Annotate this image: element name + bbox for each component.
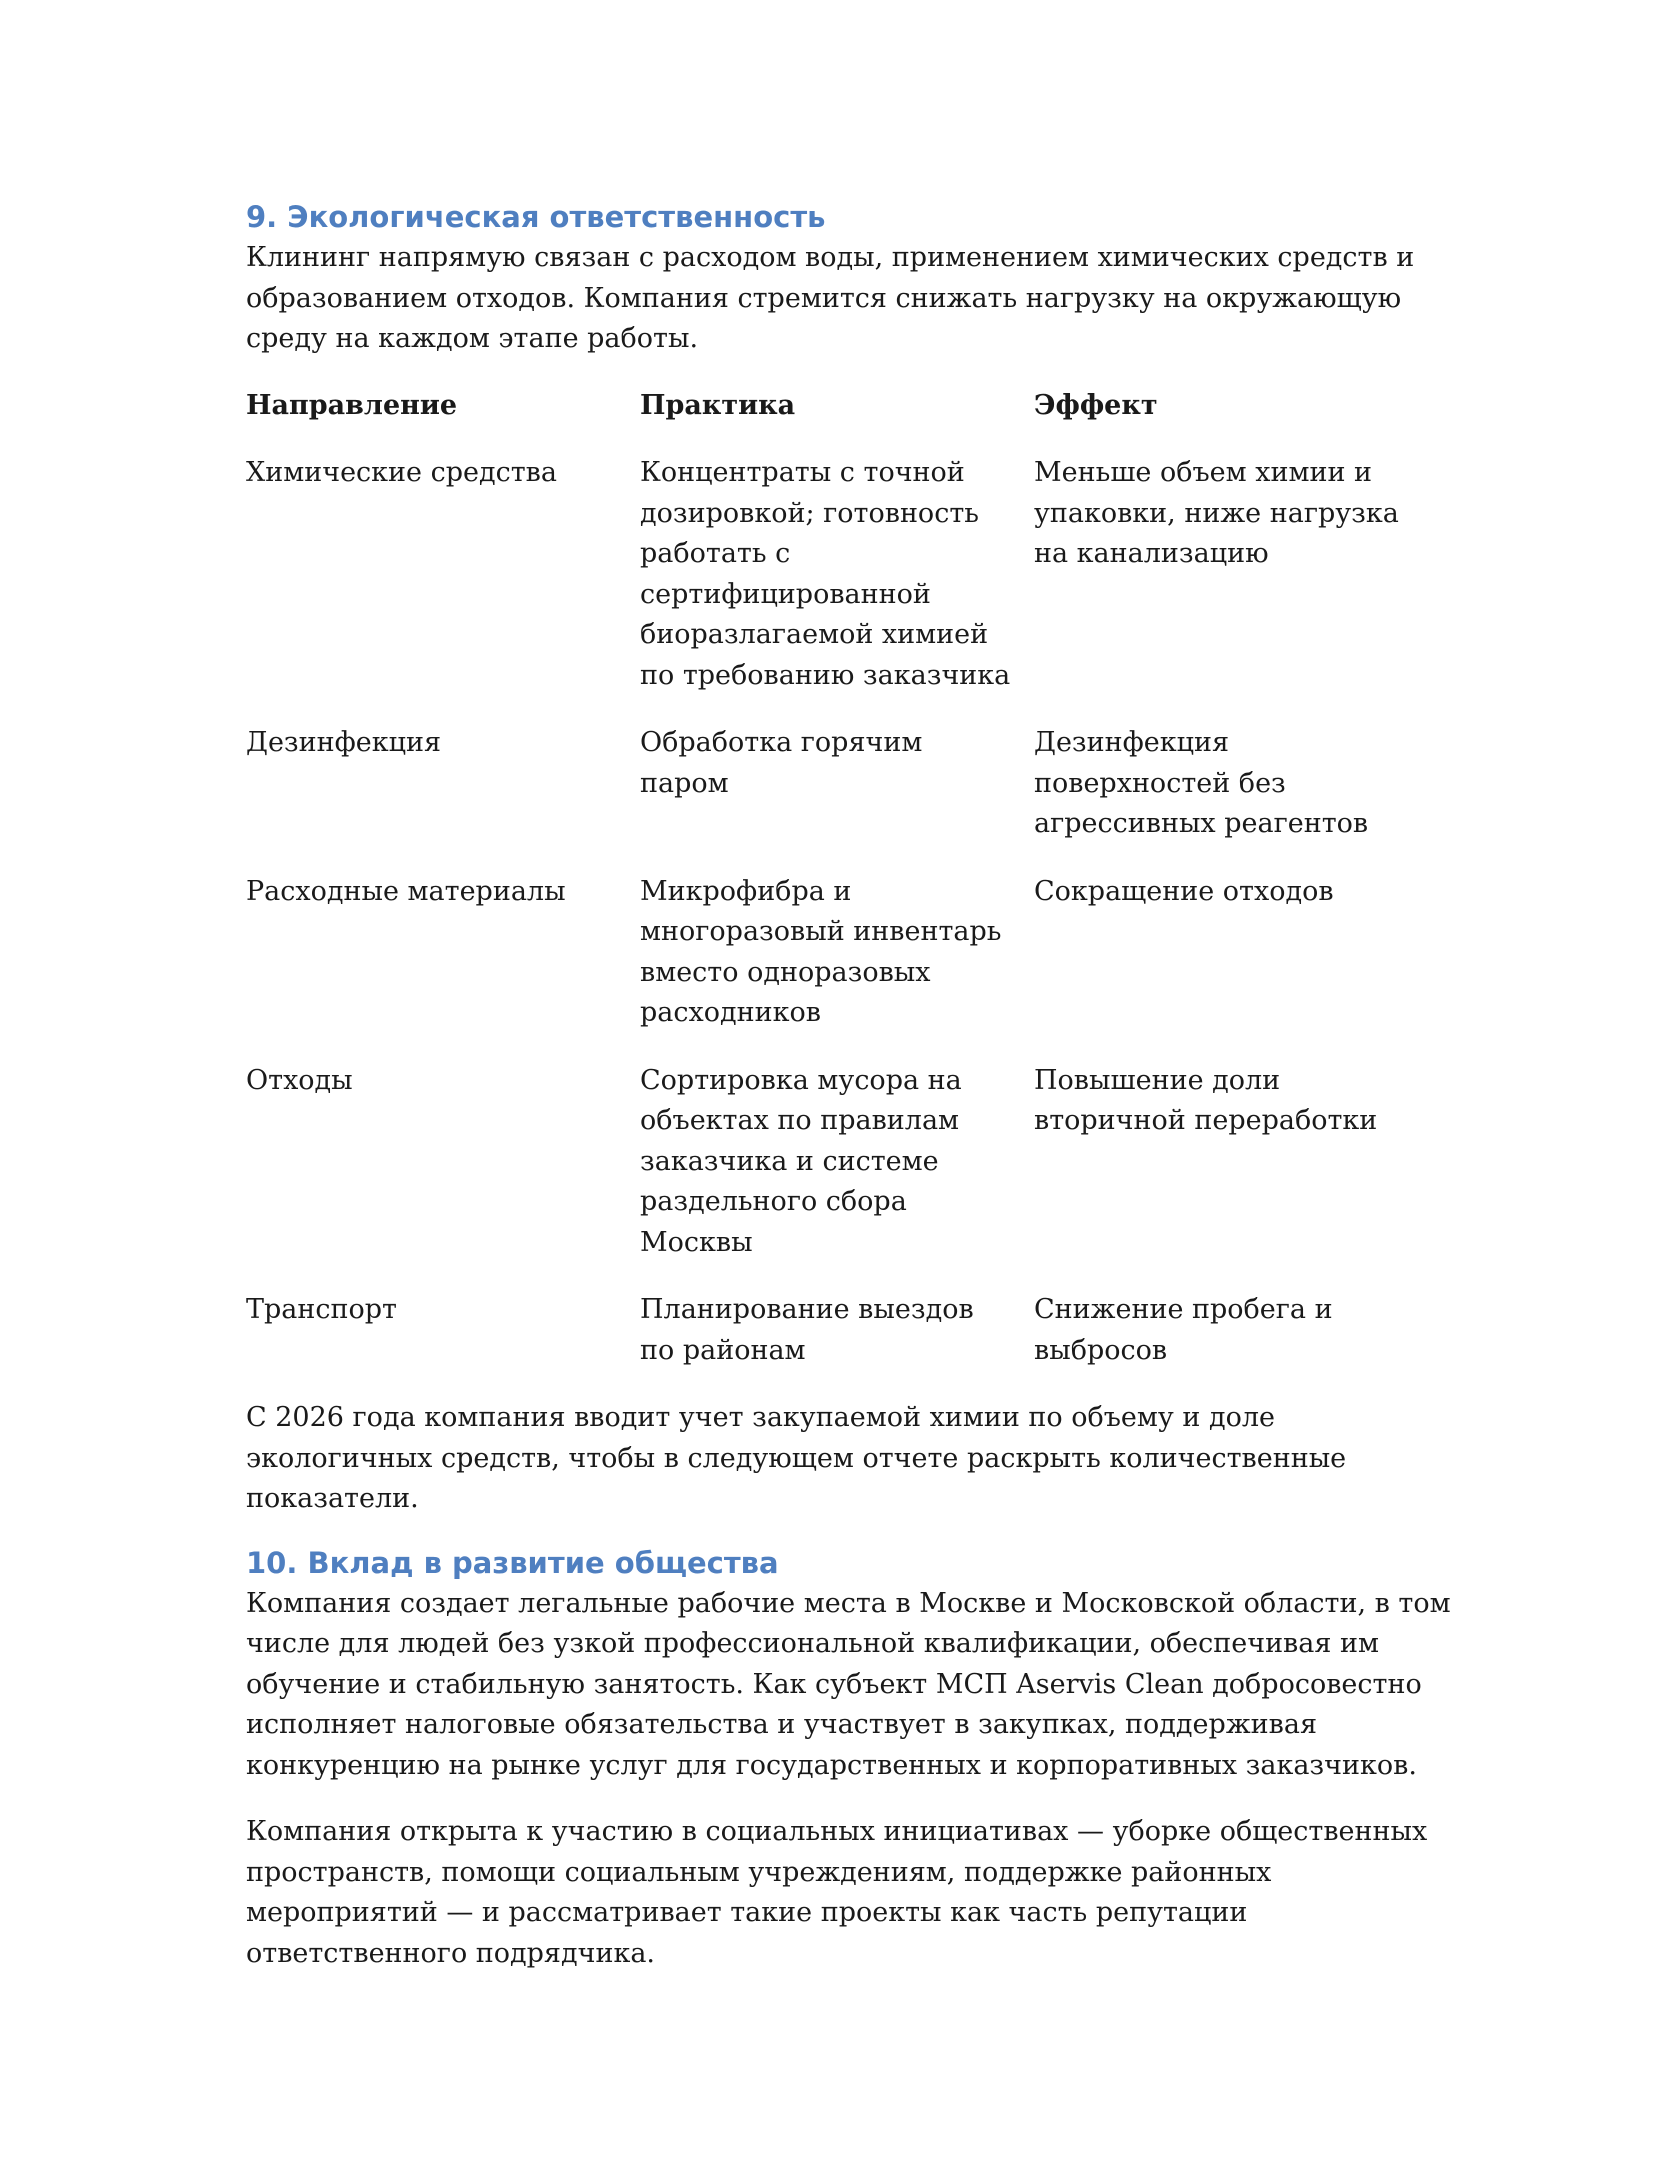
table-row: [246, 1290, 1426, 1398]
cell-text: Планирование выездов по районам: [640, 1294, 974, 1366]
cell-text: Отходы: [246, 1064, 353, 1096]
cell-text: Снижение пробега и выбросов: [1034, 1294, 1333, 1366]
table-cell-effect: [1034, 872, 1426, 1061]
section-10-paragraph-2: Компания открыта к участию в социальных инициативах — уборке общественных пространств, помощи социальным учреждениям, поддержке районных мероприятий — и рассматривает такие проекты как часть репутации ответственного подрядчика.: [246, 1816, 1428, 1969]
table-cell-practice: [640, 1290, 1034, 1398]
table-cell-practice: [640, 1061, 1034, 1291]
header-practice: Практика: [640, 389, 796, 421]
cell-text: Сортировка мусора на объектах по правилам заказчика и системе раздельного сбора Москвы: [640, 1064, 962, 1258]
cell-text: Повышение доли вторичной переработки: [1034, 1064, 1378, 1136]
table-cell-practice: [640, 453, 1034, 723]
table-cell-direction: [246, 1290, 640, 1398]
cell-text: Микрофибра и многоразовый инвентарь вместо одноразовых расходников: [640, 875, 1002, 1028]
table-cell-practice: [640, 723, 1034, 872]
table-header-row: [246, 386, 1426, 454]
table-cell-effect: [1034, 1290, 1426, 1398]
table-row: [246, 1061, 1426, 1291]
table-row: [246, 872, 1426, 1061]
cell-text: Дезинфекция: [246, 727, 442, 758]
table-cell-effect: [1034, 723, 1426, 872]
table-cell-direction: [246, 872, 640, 1061]
eco-practices-table: [246, 386, 1426, 1399]
table-cell-practice: [640, 872, 1034, 1061]
cell-text: Химические средства: [246, 457, 557, 488]
section-10-paragraph-1: Компания создает легальные рабочие места в Москве и Московской области, в том числе для людей без узкой профессиональной квалификации, обеспечивая им обучение и стабильную занятость. Как субъект МСП Aservis Clean добросовестно исполняет налоговые обязательства и участвует в закупках, поддерживая конкуренцию на рынке услуг для государственных и корпоративных заказчиков.: [246, 1587, 1451, 1781]
header-effect: Эффект: [1034, 389, 1158, 421]
cell-text: Сокращение отходов: [1034, 875, 1334, 907]
section-9-outro: С 2026 года компания вводит учет закупаемой химии по объему и доле экологичных средств, чтобы в следующем отчете раскрыть количественные показатели.: [246, 1402, 1347, 1514]
header-direction: Направление: [246, 389, 458, 421]
cell-text: Меньше объем химии и упаковки, ниже нагрузка на канализацию: [1034, 457, 1399, 569]
cell-text: Расходные материалы: [246, 875, 566, 907]
table-cell-direction: [246, 1061, 640, 1291]
table-cell-direction: [246, 723, 640, 872]
cell-text: Дезинфекция поверхностей без агрессивных реагентов: [1034, 727, 1369, 839]
section-9-intro: Клининг напрямую связан с расходом воды, применением химических средств и образованием отходов. Компания стремится снижать нагрузку на окружающую среду на каждом этапе работы.: [246, 242, 1415, 354]
cell-text: Обработка горячим паром: [640, 727, 923, 799]
section-10-title: 10. Вклад в развитие общества: [246, 1545, 779, 1580]
section-9-title: 9. Экологическая ответственность: [246, 200, 826, 234]
table-row: [246, 723, 1426, 872]
table-cell-direction: [246, 453, 640, 723]
cell-text: Концентраты с точной дозировкой; готовность работать с сертифицированной биоразлагаемой химией по требованию заказчика: [640, 457, 1011, 691]
table-cell-effect: [1034, 453, 1426, 723]
table-cell-effect: [1034, 1061, 1426, 1291]
document-page: [246, 196, 1456, 1974]
cell-text: Транспорт: [246, 1294, 397, 1325]
table-row: [246, 453, 1426, 723]
